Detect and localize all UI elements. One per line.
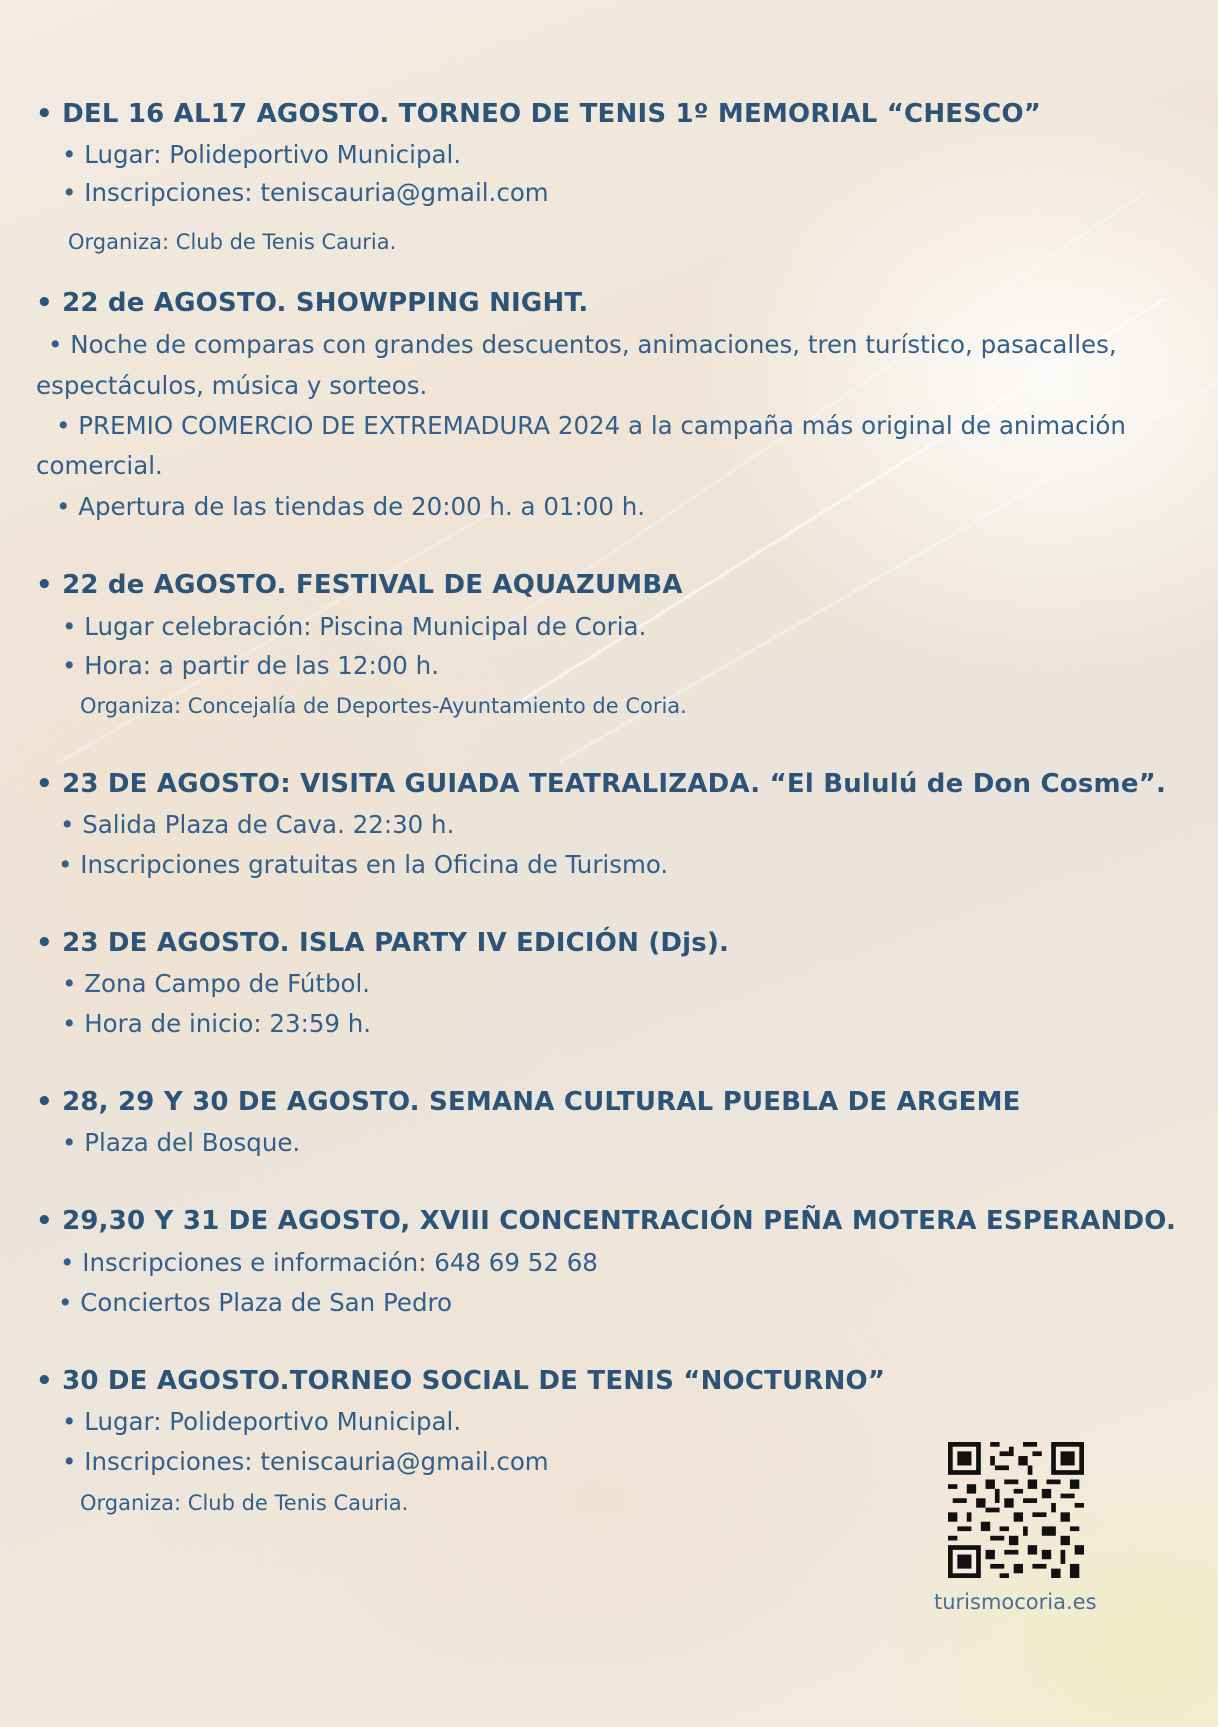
event-detail: • PREMIO COMERCIO DE EXTREMADURA 2024 a la campaña más original de animación xyxy=(56,411,1126,440)
website-label: turismocoria.es xyxy=(934,1590,1097,1614)
event-detail: • Hora: a partir de las 12:00 h. xyxy=(62,651,439,680)
event-organizer: Organiza: Concejalía de Deportes-Ayuntamiento de Coria. xyxy=(80,694,687,718)
event-detail: espectáculos, música y sorteos. xyxy=(36,371,428,400)
event-detail: • Inscripciones gratuitas en la Oficina de Turismo. xyxy=(58,850,669,879)
qr-code-icon xyxy=(948,1442,1084,1578)
event-organizer: Organiza: Club de Tenis Cauria. xyxy=(68,230,397,254)
event-detail: • Apertura de las tiendas de 20:00 h. a 01:00 h. xyxy=(56,492,646,521)
event-heading: • 29,30 Y 31 DE AGOSTO, XVIII CONCENTRACIÓN PEÑA MOTERA ESPERANDO. xyxy=(36,1206,1177,1236)
event-heading: • 30 DE AGOSTO.TORNEO SOCIAL DE TENIS “NOCTURNO” xyxy=(36,1366,886,1396)
event-detail: • Hora de inicio: 23:59 h. xyxy=(62,1009,372,1038)
event-heading: • 22 de AGOSTO. FESTIVAL DE AQUAZUMBA xyxy=(36,570,683,600)
event-detail: • Plaza del Bosque. xyxy=(62,1128,301,1157)
event-detail: • Salida Plaza de Cava. 22:30 h. xyxy=(60,810,455,839)
event-detail: • Noche de comparas con grandes descuentos, animaciones, tren turístico, pasacalles, xyxy=(48,330,1117,359)
event-detail: • Lugar celebración: Piscina Municipal de Coria. xyxy=(62,612,647,641)
event-heading: • 28, 29 Y 30 DE AGOSTO. SEMANA CULTURAL PUEBLA DE ARGEME xyxy=(36,1087,1021,1117)
event-detail: • Inscripciones e información: 648 69 52 68 xyxy=(60,1248,598,1277)
event-detail: • Inscripciones: teniscauria@gmail.com xyxy=(62,178,549,207)
event-detail: • Conciertos Plaza de San Pedro xyxy=(58,1288,453,1317)
event-detail: • Inscripciones: teniscauria@gmail.com xyxy=(62,1447,549,1476)
event-heading: • 23 DE AGOSTO. ISLA PARTY IV EDICIÓN (Djs). xyxy=(36,928,730,958)
event-heading: • 23 DE AGOSTO: VISITA GUIADA TEATRALIZADA. “El Bululú de Don Cosme”. xyxy=(36,769,1167,799)
event-detail: comercial. xyxy=(36,451,163,480)
event-detail: • Lugar: Polideportivo Municipal. xyxy=(62,140,462,169)
event-detail: • Lugar: Polideportivo Municipal. xyxy=(62,1407,462,1436)
event-heading: • DEL 16 AL17 AGOSTO. TORNEO DE TENIS 1º MEMORIAL “CHESCO” xyxy=(36,99,1042,129)
event-heading: • 22 de AGOSTO. SHOWPPING NIGHT. xyxy=(36,288,589,318)
event-detail: • Zona Campo de Fútbol. xyxy=(62,969,371,998)
event-organizer: Organiza: Club de Tenis Cauria. xyxy=(80,1491,409,1515)
